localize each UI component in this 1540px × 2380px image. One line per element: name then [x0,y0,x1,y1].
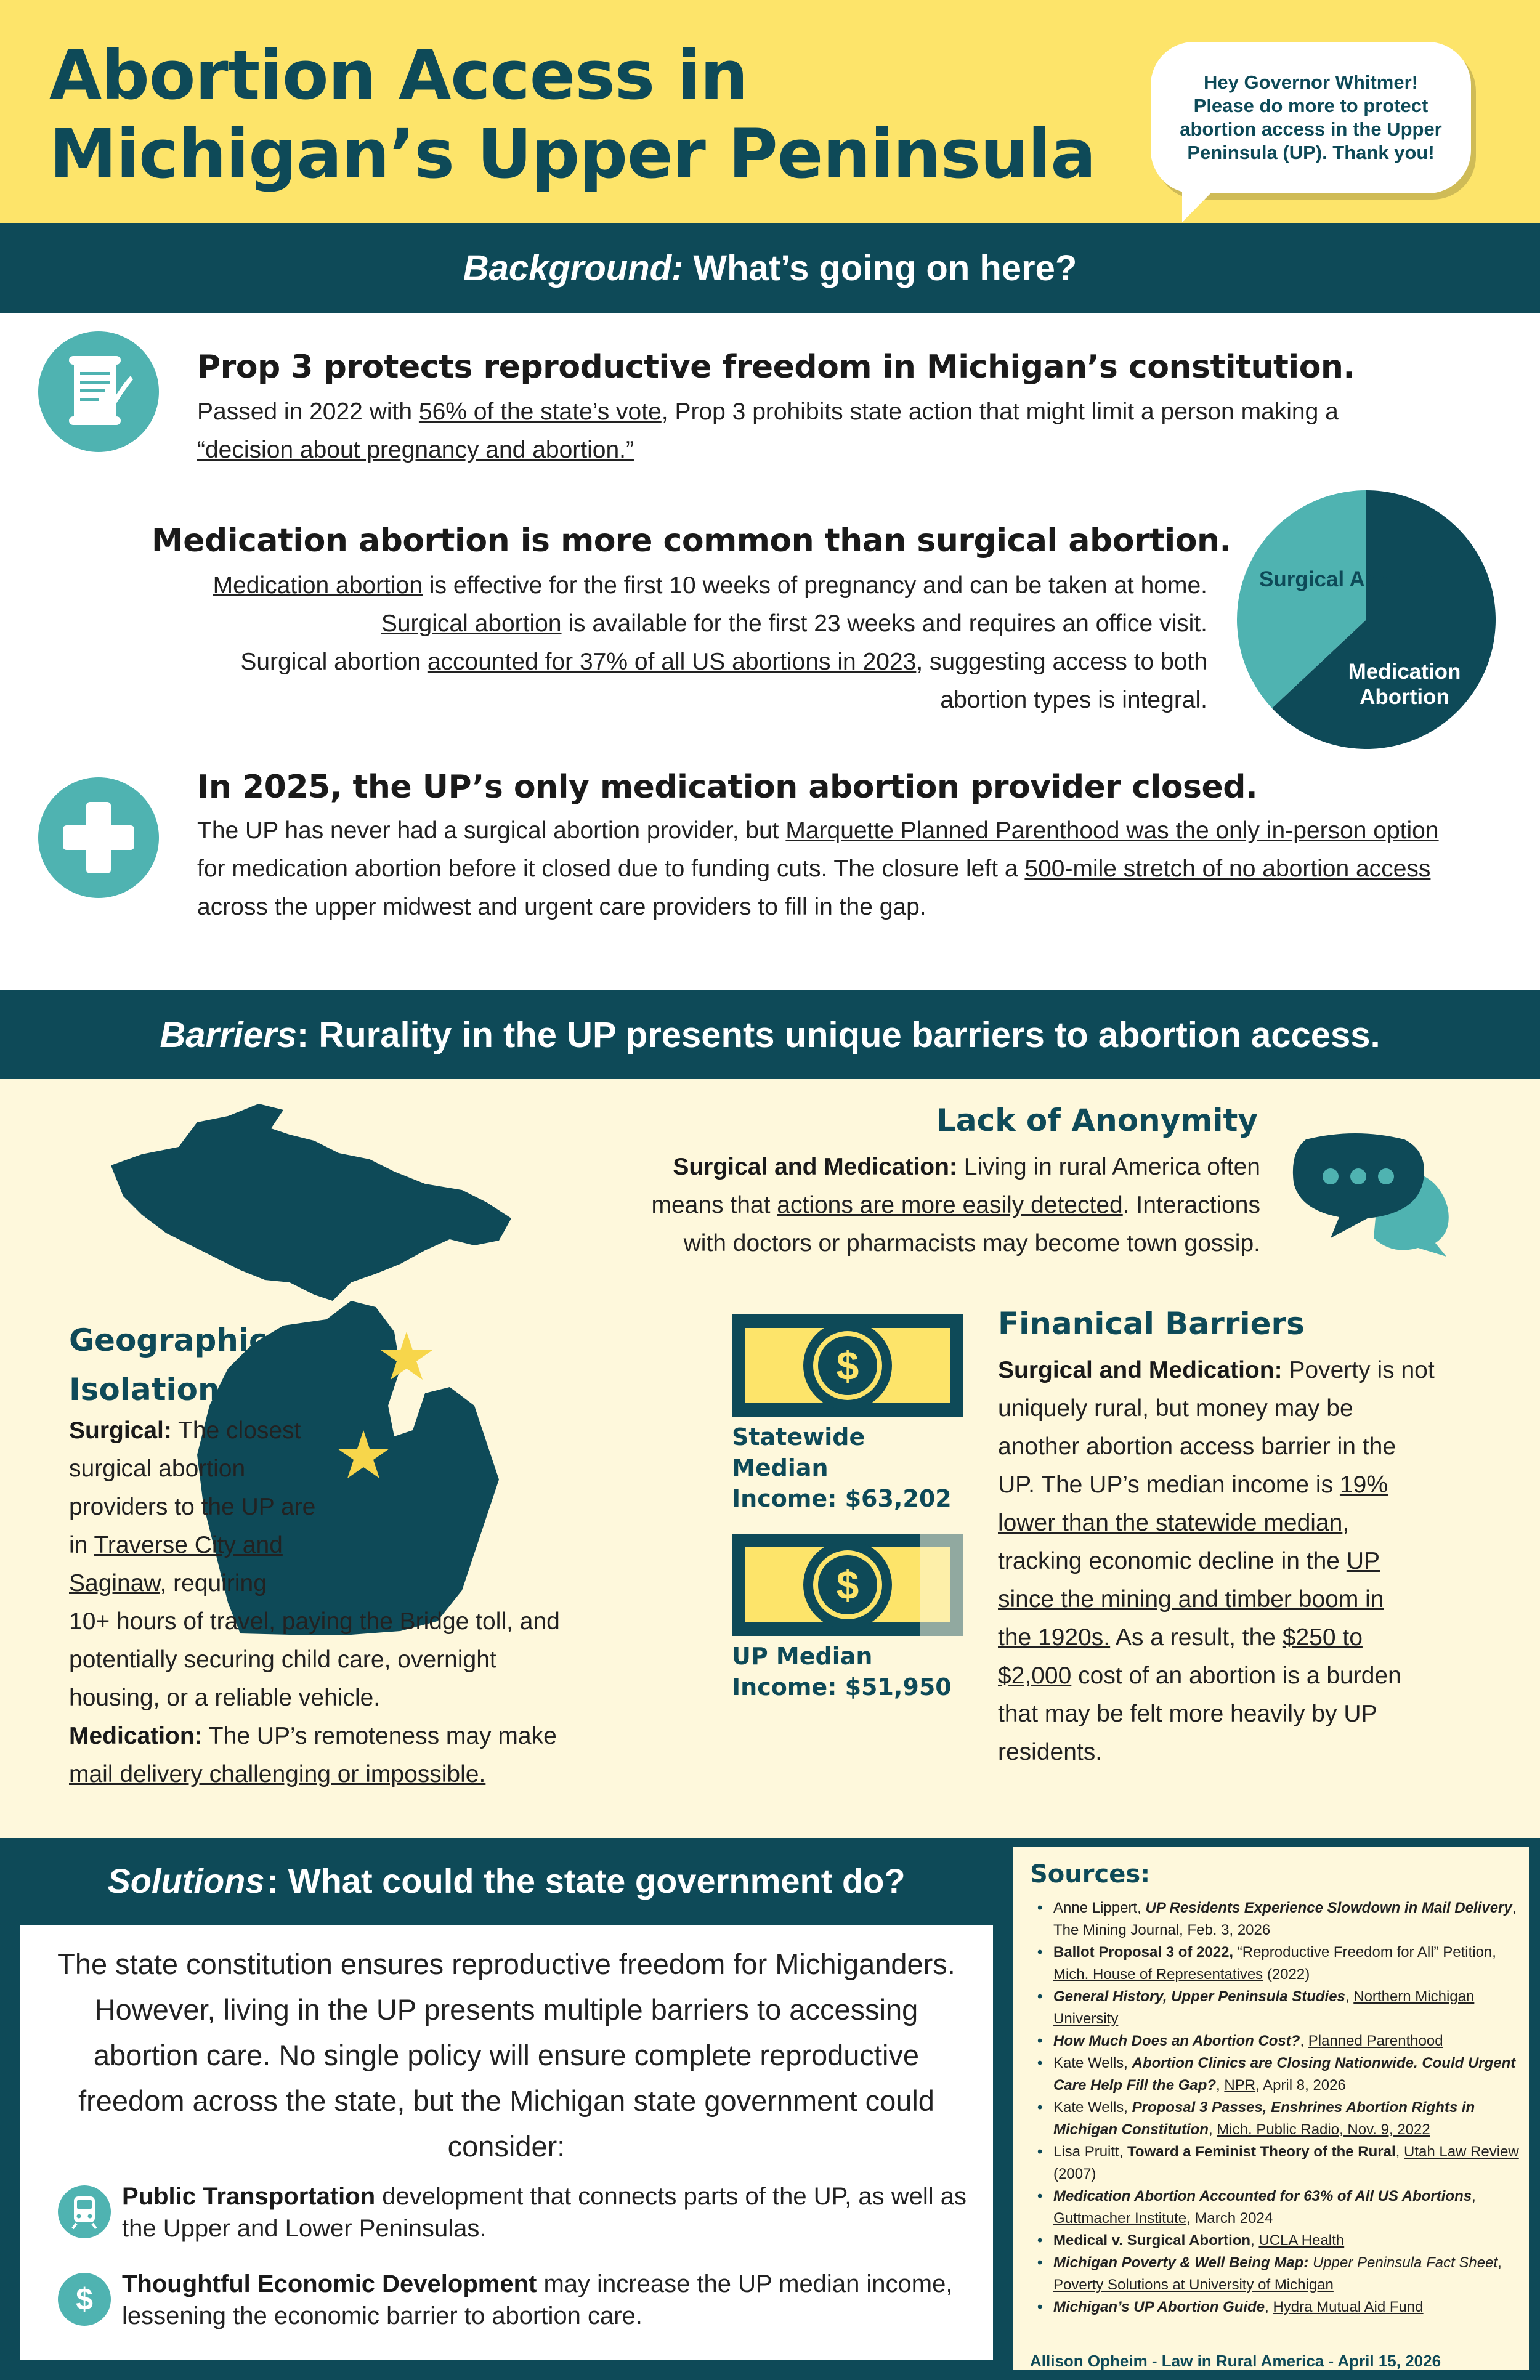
mining-boom-link[interactable]: since the mining and timber boom in [998,1586,1384,1613]
source-item: • Kate Wells, Proposal 3 Passes, Enshrines Abortion Rights in Michigan Constitution, Mich. Public Radio, Nov. 9, 2022 [1030,2097,1523,2141]
1920s-link[interactable]: the 1920s. [998,1624,1111,1651]
sources-title: Sources: [1030,1860,1151,1888]
dollar-icon [58,2273,111,2326]
medication-abortion-link[interactable]: Medication abortion [213,572,423,599]
background-heading: What’s going on here? [693,248,1077,288]
solutions-intro: The state constitution ensures reproductive freedom for Michiganders. However, living in the UP presents multiple barriers to accessing abortion care. No single policy will ensure complete reproductive freedom across the state, but the Michigan state government could consider: [57,1948,955,2163]
barriers-label: Barriers [160,1014,297,1055]
closure-title: In 2025, the UP’s only medication abortion provider closed. [197,769,1258,806]
statewide-money-icon [732,1314,963,1417]
pie-label-medication: Medication Abortion [1348,660,1461,709]
pie-label-surgical: Surgical Abortion [1259,567,1440,591]
source-link[interactable]: Utah Law Review [1404,2143,1519,2160]
scroll-document-icon [38,331,159,452]
mail-delivery-link[interactable]: mail delivery challenging or impossible. [69,1761,486,1787]
solutions-heading: : What could the state government do? [267,1861,906,1900]
medication-body: Medication abortion is effective for the first 10 weeks of pregnancy and can be taken at home. Surgical abortion is available for the first 23 weeks and requires an office visit. Surgical abortion accounted for 37% of all US abortions in 2023, suggesting access to both abortion types is integral. [213,572,1207,713]
source-item: • Medication Abortion Accounted for 63% of All US Abortions, Guttmacher Institute, March 2024 [1030,2185,1523,2230]
anonymity-title: Lack of Anonymity [936,1103,1258,1138]
source-item: • Kate Wells, Abortion Clinics are Closing Nationwide. Could Urgent Care Help Fill the Gap?, NPR, April 8, 2026 [1030,2052,1523,2097]
train-icon [58,2185,111,2238]
surgical-abortion-link[interactable]: Surgical abortion [381,610,562,637]
sources-panel [1013,1847,1529,2370]
speech-bubble [1151,42,1471,193]
prop3-title: Prop 3 protects reproductive freedom in Michigan’s constitution. [197,349,1355,386]
source-link[interactable]: Guttmacher Institute [1053,2210,1187,2227]
up-dollar-sign: $ [836,1562,859,1608]
planned-parenthood-link[interactable]: Marquette Planned Parenthood was the only in-person option [785,817,1439,844]
saginaw-link[interactable]: Saginaw [69,1570,160,1597]
sources-list [1030,1897,1523,2318]
500-mile-link[interactable]: 500-mile stretch of no abortion access [1024,856,1431,882]
prop3-body: Passed in 2022 with 56% of the state’s vote, Prop 3 prohibits state action that might limit a person making a “decision about pregnancy and abortion.” [197,399,1339,463]
source-item: • General History, Upper Peninsula Studies, Northern Michigan University [1030,1986,1523,2030]
statewide-dollar-sign: $ [836,1343,859,1388]
title-line-1: Abortion Access in [49,36,748,115]
up-link[interactable]: UP [1346,1548,1380,1574]
source-item: • How Much Does an Abortion Cost?, Planned Parenthood [1030,2030,1523,2052]
solutions-label: Solutions [107,1861,265,1900]
source-item: • Anne Lippert, UP Residents Experience Slowdown in Mail Delivery, The Mining Journal, Feb. 3, 2026 [1030,1897,1523,1941]
financial-body: Surgical and Medication: Poverty is not uniquely rural, but money may be another abortion access barrier in the UP. The UP’s median income is 19% lower than the statewide median, tracking economic decline in the UP since the mining and timber boom in the 1920s. As a result, the $250 to $2,000 cost of an abortion is a burden that may be felt more heavily by UP residents. [998,1357,1435,1765]
author-credit: Allison Opheim - Law in Rural America - April 15, 2026 [1030,2352,1441,2370]
19-percent-link[interactable]: 19% [1339,1471,1388,1498]
page-title [49,36,1095,193]
cost-high-link[interactable]: $2,000 [998,1662,1072,1689]
geographic-title: Geographic Isolation [69,1322,267,1407]
prop3-quote-link[interactable]: “decision about pregnancy and abortion.” [197,437,634,463]
medical-cross-icon [38,777,159,898]
speech-bubble-text: Hey Governor Whitmer! Please do more to protect abortion access in the Upper Peninsula (UP). Thank you! [1180,71,1442,163]
solutions-card [20,1925,993,2360]
background-label: Background: [463,248,684,288]
anonymity-body: Surgical and Medication: Living in rural America often means that actions are more easily detected. Interactions with doctors or pharmacists may become town gossip. [651,1154,1260,1257]
solutions-section-header [0,1847,1013,1914]
up-money-icon [732,1534,963,1636]
statewide-income-label: Statewide Median Income: $63,202 [732,1423,952,1512]
source-link[interactable]: Planned Parenthood [1308,2033,1443,2049]
actions-detected-link[interactable]: actions are more easily detected [777,1192,1123,1218]
cost-low-link[interactable]: $250 to [1282,1624,1363,1651]
source-item: • Ballot Proposal 3 of 2022, “Reproductive Freedom for All” Petition, Mich. House of Representatives (2022) [1030,1941,1523,1986]
barriers-heading: : Rurality in the UP presents unique barriers to abortion access. [296,1014,1380,1055]
source-link[interactable]: Poverty Solutions at University of Michigan [1053,2277,1334,2293]
financial-title: Finanical Barriers [998,1306,1305,1342]
statewide-median-link[interactable]: lower than the statewide median [998,1510,1343,1536]
traverse-city-link[interactable]: Traverse City and [94,1532,283,1558]
header-banner [0,0,1540,223]
source-item: • Michigan Poverty & Well Being Map: Upper Peninsula Fact Sheet, Poverty Solutions at University of Michigan [1030,2252,1523,2296]
svg-text:$: $ [76,2282,93,2317]
us-abortions-link[interactable]: accounted for 37% of all US abortions in 2023 [427,649,917,675]
medication-title: Medication abortion is more common than surgical abortion. [152,522,1231,559]
closure-body: The UP has never had a surgical abortion provider, but Marquette Planned Parenthood was the only in-person option for medication abortion before it closed due to funding cuts. The closure left a 500-mile stretch of no abortion access across the upper midwest and urgent care providers to fill in the gap. [197,817,1439,920]
up-income-label: UP Median Income: $51,950 [732,1643,952,1701]
source-link[interactable]: Mich. House of Representatives [1053,1966,1263,1983]
source-link[interactable]: UCLA Health [1258,2232,1345,2249]
source-link[interactable]: Mich. Public Radio, Nov. 9, 2022 [1217,2121,1430,2138]
chat-bubbles-icon [1287,1127,1472,1257]
source-link[interactable]: Hydra Mutual Aid Fund [1273,2299,1424,2315]
barriers-section-header [0,990,1540,1079]
solution-text: Public Transportation development that connects parts of the UP, as well as the Upper and Lower Peninsulas. [122,2183,967,2242]
prop3-vote-link[interactable]: 56% of the state’s vote [418,399,662,425]
source-item: • Michigan’s UP Abortion Guide, Hydra Mutual Aid Fund [1030,2296,1523,2318]
source-item: • Lisa Pruitt, Toward a Feminist Theory of the Rural, Utah Law Review (2007) [1030,2141,1523,2185]
abortion-type-pie-chart [1237,490,1496,749]
geographic-body: Surgical: The closest surgical abortion providers to the UP are in Traverse City and Saginaw, requiring 10+ hours of travel, paying the Bridge toll, and potentially securing child care, overnight housing, or a reliable vehicle. Medication: The UP’s remoteness may make mail delivery challenging or impossible. [69,1417,560,1787]
source-link[interactable]: Northern Michigan University [1053,1988,1475,2027]
source-link[interactable]: NPR [1224,2077,1256,2094]
background-section-header [0,223,1540,313]
solution-text: Thoughtful Economic Development may increase the UP median income, lessening the economic barrier to abortion care. [122,2270,953,2329]
title-line-2: Michigan’s Upper Peninsula [49,115,1096,193]
source-item: • Medical v. Surgical Abortion, UCLA Health [1030,2230,1523,2252]
